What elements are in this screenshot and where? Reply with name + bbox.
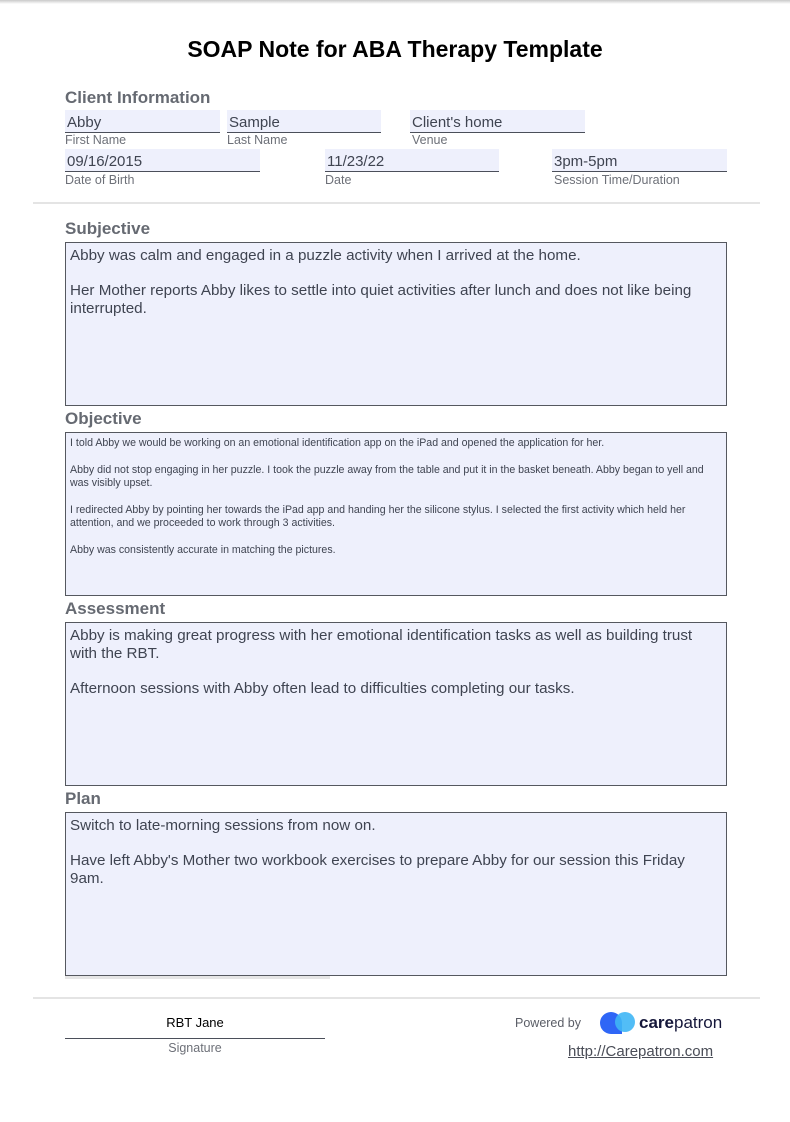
- dob-label: Date of Birth: [65, 173, 135, 187]
- brand-bold-text: care: [639, 1013, 674, 1032]
- subjective-text: Abby was calm and engaged in a puzzle activity when I arrived at the home.: [70, 247, 581, 264]
- plan-heading: Plan: [65, 789, 101, 808]
- objective-text: Abby was consistently accurate in matching the pictures.: [70, 544, 336, 556]
- venue-label: Venue: [412, 133, 448, 147]
- date-field[interactable]: 11/23/22: [325, 149, 499, 172]
- subjective-text: Her Mother reports Abby likes to settle into quiet activities after lunch and does not like being interrupted.: [70, 282, 696, 317]
- assessment-text: Afternoon sessions with Abby often lead to difficulties completing our tasks.: [70, 680, 575, 697]
- plan-text: Have left Abby's Mother two workbook exercises to prepare Abby for our session this Friday 9am.: [70, 852, 690, 887]
- plan-textarea[interactable]: [65, 812, 727, 976]
- signature-line: [65, 1038, 325, 1039]
- client-info-heading: Client Information: [65, 88, 211, 107]
- footer-divider: [33, 997, 760, 999]
- subjective-heading: Subjective: [65, 219, 151, 238]
- assessment-textarea[interactable]: [65, 622, 727, 786]
- carepatron-link[interactable]: http://Carepatron.com: [568, 1043, 714, 1060]
- assessment-text: Abby is making great progress with her emotional identification tasks as well as building trust with the RBT.: [70, 627, 697, 662]
- dob-field[interactable]: 09/16/2015: [65, 149, 260, 172]
- plan-underline-decoration: [65, 976, 330, 979]
- plan-text: Switch to late-morning sessions from now on.: [70, 817, 376, 834]
- last-name-label: Last Name: [227, 133, 288, 147]
- venue-field[interactable]: Client's home: [410, 110, 585, 133]
- first-name-field[interactable]: Abby: [65, 110, 220, 133]
- subjective-textarea[interactable]: [65, 242, 727, 406]
- objective-textarea[interactable]: [65, 432, 727, 596]
- first-name-label: First Name: [65, 133, 127, 147]
- page-title: SOAP Note for ABA Therapy Template: [187, 36, 603, 62]
- session-time-label: Session Time/Duration: [554, 173, 680, 187]
- powered-by-label: Powered by: [515, 1016, 582, 1030]
- carepatron-logo-icon: [598, 1010, 638, 1036]
- session-time-field[interactable]: 3pm-5pm: [552, 149, 727, 172]
- last-name-field[interactable]: Sample: [227, 110, 381, 133]
- section-divider: [33, 202, 760, 204]
- date-label: Date: [325, 173, 352, 187]
- objective-text: I told Abby we would be working on an emotional identification app on the iPad and opened the application for her.: [70, 437, 605, 449]
- signature-label: Signature: [168, 1041, 222, 1055]
- objective-heading: Objective: [65, 409, 142, 428]
- assessment-heading: Assessment: [65, 599, 166, 618]
- signature-field[interactable]: RBT Jane: [166, 1015, 224, 1030]
- carepatron-brand: [639, 1013, 722, 1033]
- objective-text: I redirected Abby by pointing her towards the iPad app and handing her the silicone stylus. I selected the first activity which held her attention, and we proceeded to work through 3 activities.: [70, 504, 689, 529]
- objective-text: Abby did not stop engaging in her puzzle. I took the puzzle away from the table and put it in the basket beneath. Abby began to yell and was visibly upset.: [70, 464, 707, 489]
- top-edge-shadow: [0, 0, 790, 4]
- brand-rest-text: patron: [673, 1013, 723, 1032]
